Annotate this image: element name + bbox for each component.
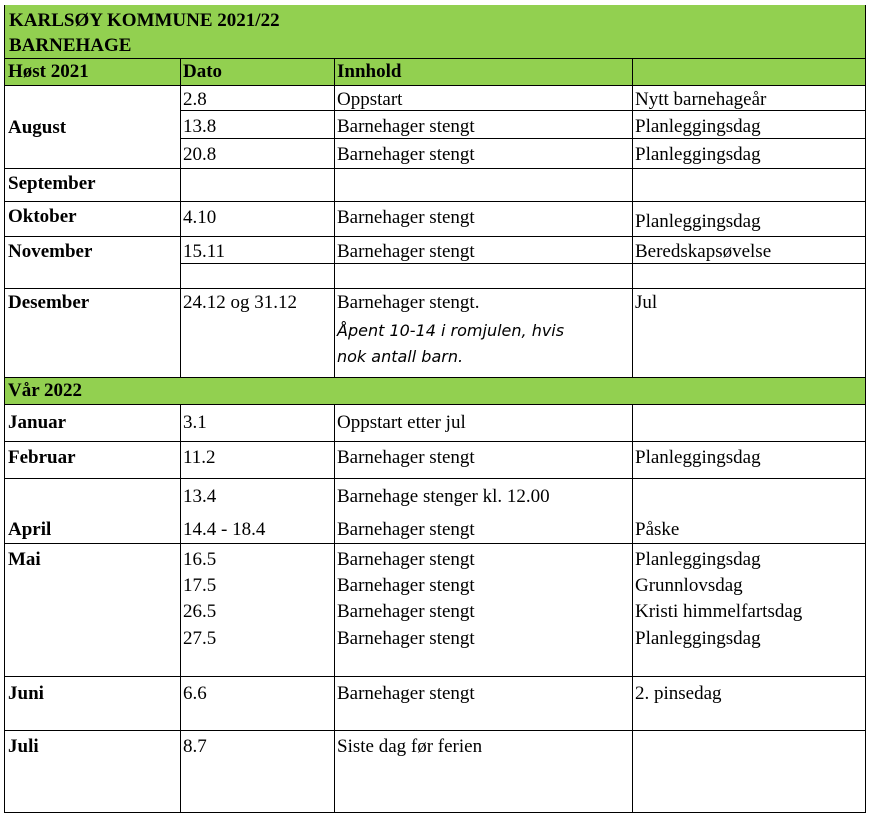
content-note-italic: Åpent 10-14 i romjulen, hvis [337,321,565,340]
month-november: November [8,241,93,262]
content-cell: Barnehager stengt [337,683,475,704]
note-cell: Planleggingsdag [635,549,761,570]
content-cell: Barnehage stenger kl. 12.00 [337,486,550,507]
date-cell: 20.8 [183,144,217,165]
content-cell: Barnehager stengt [337,519,475,540]
note-cell: 2. pinsedag [635,683,722,704]
title-line-2: BARNEHAGE [9,35,132,56]
date-cell: 11.2 [183,447,216,468]
date-cell: 6.6 [183,683,207,704]
date-cell: 13.4 [183,486,217,507]
content-cell: Barnehager stengt [337,628,475,649]
content-cell: Barnehager stengt [337,575,475,596]
note-cell: Planleggingsdag [635,144,761,165]
month-januar: Januar [8,412,67,433]
note-cell: Kristi himmelfartsdag [635,601,803,622]
date-cell: 24.12 og 31.12 [183,292,297,313]
month-august: August [8,117,67,138]
content-cell: Oppstart etter jul [337,412,466,433]
date-cell: 8.7 [183,736,207,757]
content-cell: Barnehager stengt [337,447,475,468]
content-cell: Barnehager stengt [337,144,475,165]
header-row-spring [5,377,865,405]
date-cell: 15.11 [183,241,226,262]
date-cell: 27.5 [183,628,217,649]
header-note [632,59,635,85]
header-season-spring: Vår 2022 [8,380,83,401]
note-cell: Nytt barnehageår [635,89,767,110]
date-cell: 26.5 [183,601,217,622]
content-cell: Barnehager stengt [337,116,475,137]
content-note-italic: nok antall barn. [337,347,464,366]
note-cell: Beredskapsøvelse [635,241,772,262]
content-cell: Barnehager stengt [337,207,475,228]
month-juni: Juni [8,683,44,704]
month-september: September [8,173,96,194]
content-cell: Siste dag før ferien [337,736,483,757]
month-juli: Juli [8,736,39,757]
note-cell: Planleggingsdag [635,447,761,468]
note-cell: Grunnlovsdag [635,575,743,596]
month-april: April [8,519,52,540]
header-season-fall: Høst 2021 [8,61,89,82]
date-cell: 14.4 - 18.4 [183,519,266,540]
calendar-table [4,5,866,813]
title-line-1: KARLSØY KOMMUNE 2021/22 [9,10,280,31]
content-cell: Barnehager stengt [337,601,475,622]
content-cell: Oppstart [337,89,403,110]
content-cell: Barnehager stengt. [337,292,480,313]
date-cell: 17.5 [183,575,217,596]
month-oktober: Oktober [8,206,77,227]
month-mai: Mai [8,549,41,570]
date-cell: 2.8 [183,89,207,110]
document-title [5,5,865,58]
header-content: Innhold [337,61,402,82]
content-cell: Barnehager stengt [337,241,475,262]
content-cell: Barnehager stengt [337,549,475,570]
date-cell: 16.5 [183,549,217,570]
date-cell: 4.10 [183,207,217,228]
note-cell: Planleggingsdag [635,211,761,232]
month-februar: Februar [8,447,76,468]
date-cell: 13.8 [183,116,217,137]
note-cell: Påske [635,519,680,540]
note-cell: Planleggingsdag [635,628,761,649]
note-cell: Planleggingsdag [635,116,761,137]
header-row-fall [5,58,865,86]
date-cell: 3.1 [183,412,207,433]
month-desember: Desember [8,292,90,313]
header-date: Dato [183,61,223,82]
note-cell: Jul [635,292,658,313]
